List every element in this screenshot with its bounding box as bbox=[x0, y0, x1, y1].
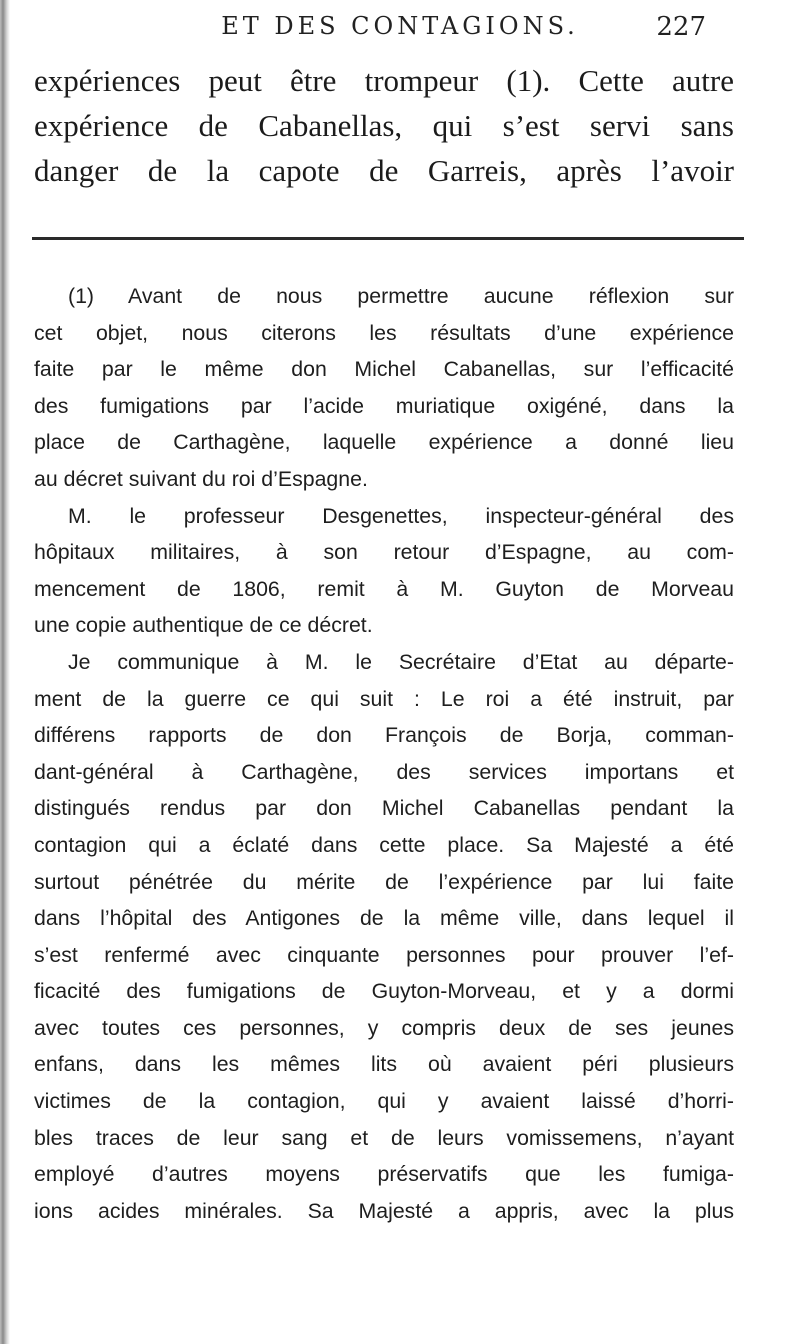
main-text-block bbox=[34, 58, 734, 193]
footnote-line: (1) Avant de nous permettre aucune réflexion sur bbox=[68, 284, 734, 308]
main-text-line: danger de la capote de Garreis, après l’avoir bbox=[34, 153, 734, 188]
footnote-line: place de Carthagène, laquelle expérience a donné lieu bbox=[34, 430, 734, 455]
footnote-line: distingués rendus par don Michel Cabanellas pendant la bbox=[34, 796, 734, 821]
footnote-line: contagion qui a éclaté dans cette place. Sa Majesté a été bbox=[34, 832, 734, 857]
footnote-line: dant-général à Carthagène, des services importans et bbox=[34, 759, 734, 784]
footnote-line: hôpitaux militaires, à son retour d’Espagne, au com- bbox=[34, 540, 734, 565]
footnote-line: au décret suivant du roi d’Espagne. bbox=[34, 466, 368, 491]
footnote-line: mencement de 1806, remit à M. Guyton de Morveau bbox=[34, 576, 734, 601]
footnote-line: cet objet, nous citerons les résultats d’une expérience bbox=[34, 320, 734, 345]
footnote-line: faite par le même don Michel Cabanellas, sur l’efficacité bbox=[34, 357, 734, 382]
footnote-line: s’est renfermé avec cinquante personnes pour prouver l’ef- bbox=[34, 942, 734, 967]
footnote-line: différens rapports de don François de Borja, comman- bbox=[34, 723, 734, 748]
running-title: ET DES CONTAGIONS. bbox=[221, 12, 579, 40]
footnote-line: employé d’autres moyens préservatifs que les fumiga- bbox=[34, 1162, 734, 1187]
main-text-line: expériences peut être trompeur (1). Cette autre bbox=[34, 63, 734, 98]
footnote-line: surtout pénétrée du mérite de l’expérience par lui faite bbox=[34, 869, 734, 894]
footnote-line: bles traces de leur sang et de leurs vomissemens, n’ayant bbox=[34, 1125, 734, 1150]
footnote-line: enfans, dans les mêmes lits où avaient péri plusieurs bbox=[34, 1052, 734, 1077]
footnote-line: M. le professeur Desgenettes, inspecteur-général des bbox=[68, 503, 734, 528]
page-gutter-shadow bbox=[0, 0, 10, 1344]
footnote-block bbox=[34, 278, 734, 1229]
footnote-line: Je communique à M. le Secrétaire d’Etat au départe- bbox=[68, 649, 734, 674]
page-number: 227 bbox=[656, 12, 706, 42]
footnote-line: des fumigations par l’acide muriatique oxigéné, dans la bbox=[34, 393, 734, 418]
footnote-separator-rule bbox=[32, 237, 744, 240]
footnote-line: une copie authentique de ce décret. bbox=[34, 613, 373, 638]
footnote-line: ficacité des fumigations de Guyton-Morveau, et y a dormi bbox=[34, 979, 734, 1004]
footnote-line: ions acides minérales. Sa Majesté a appris, avec la plus bbox=[34, 1198, 734, 1223]
footnote-line: ment de la guerre ce qui suit : Le roi a été instruit, par bbox=[34, 686, 734, 711]
main-text-line: expérience de Cabanellas, qui s’est servi sans bbox=[34, 108, 734, 143]
footnote-line: victimes de la contagion, qui y avaient laissé d’horri- bbox=[34, 1089, 734, 1114]
running-head bbox=[0, 12, 800, 52]
footnote-line: avec toutes ces personnes, y compris deux de ses jeunes bbox=[34, 1015, 734, 1040]
footnote-line: dans l’hôpital des Antigones de la même ville, dans lequel il bbox=[34, 906, 734, 931]
